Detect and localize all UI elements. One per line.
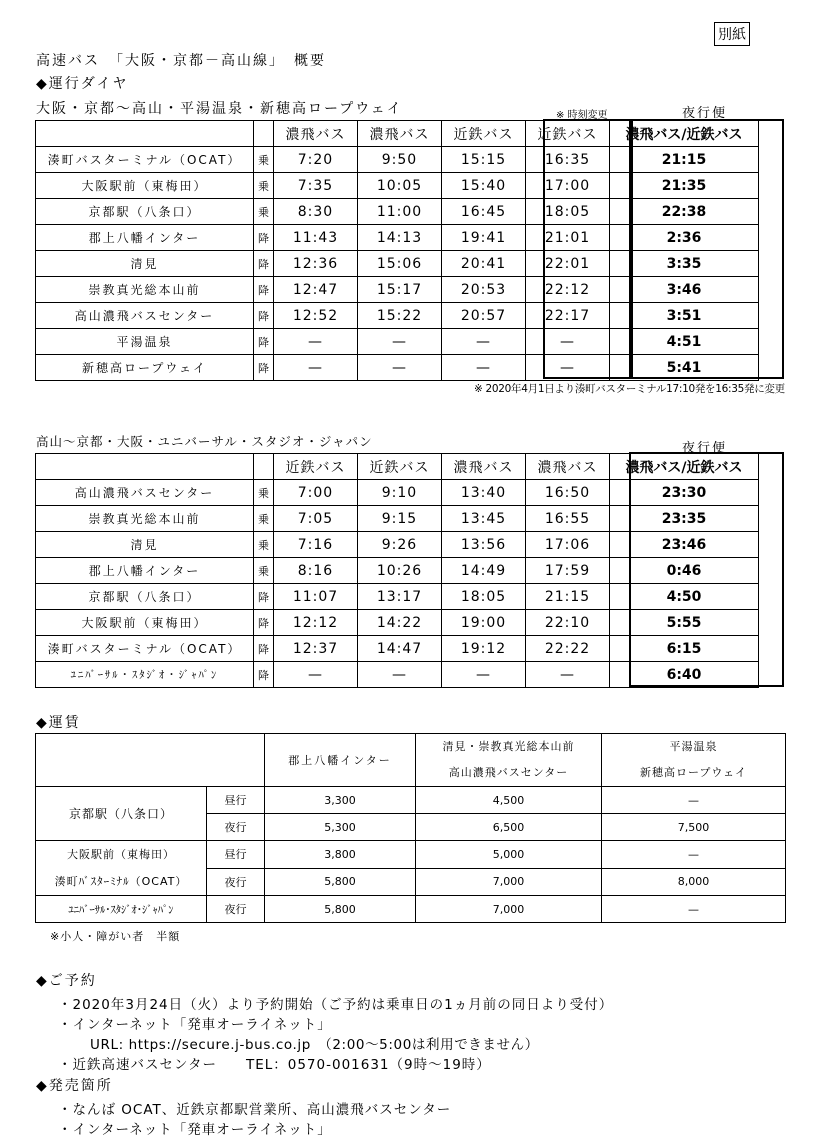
fare-usj-night-takayama: 7,000 bbox=[416, 896, 602, 923]
route2-header-operator: 濃飛バス bbox=[442, 454, 526, 480]
route1-timetable bbox=[35, 120, 759, 381]
route2-time-cell: 14:22 bbox=[358, 610, 442, 636]
route2-time-cell: 14:47 bbox=[358, 636, 442, 662]
table-row bbox=[36, 147, 759, 173]
route1-time-cell: 3:46 bbox=[610, 277, 759, 303]
route1-time-cell: 22:01 bbox=[526, 251, 610, 277]
route1-time-cell: 15:22 bbox=[358, 303, 442, 329]
fare-osaka-day-label: 昼行 bbox=[207, 841, 265, 869]
route2-ride-type: 降 bbox=[254, 584, 274, 610]
route1-header-operator: 近鉄バス bbox=[526, 121, 610, 147]
table-row bbox=[36, 251, 759, 277]
route2-time-cell: — bbox=[358, 662, 442, 688]
route1-header-blank-0 bbox=[36, 121, 254, 147]
route1-time-cell: 20:57 bbox=[442, 303, 526, 329]
route2-time-cell: 7:16 bbox=[274, 532, 358, 558]
route1-time-cell: 12:47 bbox=[274, 277, 358, 303]
fare-osaka-night-gujo: 5,800 bbox=[265, 868, 416, 896]
route2-time-cell: 6:40 bbox=[610, 662, 759, 688]
route1-stop-name: 平湯温泉 bbox=[36, 329, 254, 355]
route2-time-cell: 22:10 bbox=[526, 610, 610, 636]
route1-time-cell: 8:30 bbox=[274, 199, 358, 225]
table-row bbox=[36, 225, 759, 251]
route1-header-operator: 濃飛バス/近鉄バス bbox=[610, 121, 759, 147]
table-row bbox=[36, 199, 759, 225]
route1-time-cell: — bbox=[274, 355, 358, 381]
route2-ride-type: 乗 bbox=[254, 480, 274, 506]
fare-col-takayama-line1: 清見・崇教真光総本山前 bbox=[442, 740, 575, 753]
route2-time-cell: 17:06 bbox=[526, 532, 610, 558]
fare-kyoto-night-label: 夜行 bbox=[207, 814, 265, 841]
table-row bbox=[36, 584, 759, 610]
route1-time-cell: 12:36 bbox=[274, 251, 358, 277]
fare-osaka-day-gujo: 3,800 bbox=[265, 841, 416, 869]
route2-stop-name: 高山濃飛バスセンター bbox=[36, 480, 254, 506]
table-row bbox=[36, 610, 759, 636]
route1-ride-type: 乗 bbox=[254, 147, 274, 173]
route2-time-cell: 19:12 bbox=[442, 636, 526, 662]
route2-timetable bbox=[35, 453, 759, 688]
route2-stop-name: 崇教真光総本山前 bbox=[36, 506, 254, 532]
fare-kyoto-night-hirayu: 7,500 bbox=[602, 814, 786, 841]
route2-time-cell: 6:15 bbox=[610, 636, 759, 662]
route2-time-cell: 21:15 bbox=[526, 584, 610, 610]
route2-header-operator: 近鉄バス bbox=[358, 454, 442, 480]
route1-time-cell: 15:06 bbox=[358, 251, 442, 277]
route2-header-blank-0 bbox=[36, 454, 254, 480]
fare-usj-night-hirayu: — bbox=[602, 896, 786, 923]
route1-time-cell: 17:00 bbox=[526, 173, 610, 199]
route2-night-label: 夜行便 bbox=[682, 441, 728, 456]
fare-osaka-day-hirayu: — bbox=[602, 841, 786, 869]
fare-row-osaka-line1: 大阪駅前（東梅田） bbox=[67, 848, 175, 861]
route2-time-cell: 18:05 bbox=[442, 584, 526, 610]
fare-col-gujo: 郡上八幡インター bbox=[265, 734, 416, 787]
timetable-heading: ◆運行ダイヤ bbox=[36, 76, 129, 92]
route1-time-cell: — bbox=[358, 355, 442, 381]
route1-stop-name: 高山濃飛バスセンター bbox=[36, 303, 254, 329]
route2-time-cell: 5:55 bbox=[610, 610, 759, 636]
route1-time-cell: 12:52 bbox=[274, 303, 358, 329]
route2-time-cell: 13:56 bbox=[442, 532, 526, 558]
fare-osaka-night-label: 夜行 bbox=[207, 868, 265, 896]
route2-ride-type: 乗 bbox=[254, 532, 274, 558]
route2-stop-name: 大阪駅前（東梅田） bbox=[36, 610, 254, 636]
route2-time-cell: 12:37 bbox=[274, 636, 358, 662]
route1-ride-type: 降 bbox=[254, 251, 274, 277]
route1-time-cell: 9:50 bbox=[358, 147, 442, 173]
route2-ride-type: 降 bbox=[254, 636, 274, 662]
route1-stop-name: 崇教真光総本山前 bbox=[36, 277, 254, 303]
fare-col-hirayu-line1: 平湯温泉 bbox=[669, 740, 718, 753]
route1-header-operator: 濃飛バス bbox=[358, 121, 442, 147]
route1-time-cell: 14:13 bbox=[358, 225, 442, 251]
route2-time-cell: 23:35 bbox=[610, 506, 759, 532]
reserve-internet: ・インターネット「発車オーライネット」 bbox=[58, 1017, 332, 1033]
route1-time-cell: 10:05 bbox=[358, 173, 442, 199]
route2-time-cell: 23:46 bbox=[610, 532, 759, 558]
fare-osaka-night-takayama: 7,000 bbox=[416, 868, 602, 896]
table-row bbox=[36, 277, 759, 303]
route2-time-cell: 4:50 bbox=[610, 584, 759, 610]
fare-table bbox=[35, 733, 786, 923]
route1-ride-type: 降 bbox=[254, 225, 274, 251]
route2-time-cell: 13:17 bbox=[358, 584, 442, 610]
route1-time-cell: 15:15 bbox=[442, 147, 526, 173]
fare-kyoto-day-label: 昼行 bbox=[207, 787, 265, 814]
route1-time-cell: 16:45 bbox=[442, 199, 526, 225]
route2-time-cell: 16:55 bbox=[526, 506, 610, 532]
table-row bbox=[36, 558, 759, 584]
fare-usj-night-label: 夜行 bbox=[207, 896, 265, 923]
route2-stop-name: ﾕﾆﾊﾞｰｻﾙ・ｽﾀｼﾞｵ・ｼﾞｬﾊﾟﾝ bbox=[36, 662, 254, 688]
route2-stop-name: 京都駅（八条口） bbox=[36, 584, 254, 610]
route1-stop-name: 清見 bbox=[36, 251, 254, 277]
route2-time-cell: — bbox=[526, 662, 610, 688]
sales-heading: ◆発売箇所 bbox=[36, 1078, 113, 1094]
fare-kyoto-day-gujo: 3,300 bbox=[265, 787, 416, 814]
route2-header-operator: 濃飛バス/近鉄バス bbox=[610, 454, 759, 480]
sales-internet: ・インターネット「発車オーライネット」 bbox=[58, 1122, 332, 1138]
route2-time-cell: 22:22 bbox=[526, 636, 610, 662]
table-row bbox=[36, 532, 759, 558]
fare-kyoto-day-hirayu: — bbox=[602, 787, 786, 814]
route2-time-cell: 23:30 bbox=[610, 480, 759, 506]
route1-night-label: 夜行便 bbox=[682, 106, 728, 121]
route1-ride-type: 乗 bbox=[254, 173, 274, 199]
route1-time-cell: 4:51 bbox=[610, 329, 759, 355]
route2-time-cell: 0:46 bbox=[610, 558, 759, 584]
table-row bbox=[36, 636, 759, 662]
route1-time-cell: 22:38 bbox=[610, 199, 759, 225]
fare-corner-cell bbox=[36, 734, 265, 787]
route1-time-cell: — bbox=[442, 355, 526, 381]
route2-stop-name: 湊町バスターミナル（OCAT） bbox=[36, 636, 254, 662]
route2-time-cell: 13:40 bbox=[442, 480, 526, 506]
route2-time-cell: 9:26 bbox=[358, 532, 442, 558]
fare-osaka-night-hirayu: 8,000 bbox=[602, 868, 786, 896]
table-row bbox=[36, 662, 759, 688]
route1-ride-type: 降 bbox=[254, 355, 274, 381]
reserve-phone: ・近鉄高速バスセンター TEL：0570-001631（9時～19時） bbox=[58, 1057, 491, 1073]
route1-time-cell: 15:17 bbox=[358, 277, 442, 303]
fare-kyoto-night-takayama: 6,500 bbox=[416, 814, 602, 841]
fare-usj-night-gujo: 5,800 bbox=[265, 896, 416, 923]
route2-stop-name: 郡上八幡インター bbox=[36, 558, 254, 584]
route1-time-cell: 2:36 bbox=[610, 225, 759, 251]
route1-change-note: ※ 時刻変更 bbox=[556, 110, 608, 121]
route1-header-operator: 近鉄バス bbox=[442, 121, 526, 147]
route2-time-cell: 19:00 bbox=[442, 610, 526, 636]
route1-label: 大阪・京都～高山・平湯温泉・新穂高ロープウェイ bbox=[36, 101, 403, 117]
route1-time-cell: — bbox=[358, 329, 442, 355]
route1-ride-type: 降 bbox=[254, 303, 274, 329]
fare-row-kyoto: 京都駅（八条口） bbox=[36, 787, 207, 841]
route2-time-cell: 14:49 bbox=[442, 558, 526, 584]
route1-time-cell: 7:20 bbox=[274, 147, 358, 173]
route1-time-cell: 3:51 bbox=[610, 303, 759, 329]
route2-stop-name: 清見 bbox=[36, 532, 254, 558]
fare-col-takayama-line2: 高山濃飛バスセンター bbox=[448, 766, 569, 779]
route1-ride-type: 降 bbox=[254, 277, 274, 303]
route2-ride-type: 降 bbox=[254, 610, 274, 636]
route1-header-operator: 濃飛バス bbox=[274, 121, 358, 147]
fare-kyoto-day-takayama: 4,500 bbox=[416, 787, 602, 814]
route2-time-cell: 8:16 bbox=[274, 558, 358, 584]
route1-footnote: ※ 2020年4月1日より湊町バスターミナル17:10発を16:35発に変更 bbox=[474, 383, 785, 395]
fare-row-osaka bbox=[36, 841, 207, 896]
route1-time-cell: 16:35 bbox=[526, 147, 610, 173]
route2-time-cell: — bbox=[274, 662, 358, 688]
route1-time-cell: 11:43 bbox=[274, 225, 358, 251]
reserve-url: URL: https://secure.j-bus.co.jp （2:00～5:00は利用できません） bbox=[90, 1037, 539, 1053]
table-row bbox=[36, 506, 759, 532]
route1-time-cell: 21:15 bbox=[610, 147, 759, 173]
route2-time-cell: 7:05 bbox=[274, 506, 358, 532]
route2-time-cell: — bbox=[442, 662, 526, 688]
fare-col-hirayu bbox=[602, 734, 786, 787]
sales-counters: ・なんば OCAT、近鉄京都駅営業所、高山濃飛バスセンター bbox=[58, 1102, 452, 1118]
route1-time-cell: 18:05 bbox=[526, 199, 610, 225]
route2-time-cell: 7:00 bbox=[274, 480, 358, 506]
attachment-stamp: 別紙 bbox=[714, 22, 750, 46]
table-row bbox=[36, 329, 759, 355]
fare-row-osaka-line2: 湊町ﾊﾞｽﾀｰﾐﾅﾙ（OCAT） bbox=[54, 875, 188, 888]
route1-time-cell: — bbox=[526, 329, 610, 355]
route1-stop-name: 京都駅（八条口） bbox=[36, 199, 254, 225]
route1-time-cell: — bbox=[442, 329, 526, 355]
fare-col-takayama bbox=[416, 734, 602, 787]
fare-heading: ◆運賃 bbox=[36, 715, 81, 731]
route1-header-blank-1 bbox=[254, 121, 274, 147]
table-row bbox=[36, 173, 759, 199]
route1-stop-name: 湊町バスターミナル（OCAT） bbox=[36, 147, 254, 173]
table-row bbox=[36, 480, 759, 506]
route1-stop-name: 大阪駅前（東梅田） bbox=[36, 173, 254, 199]
route1-time-cell: 21:35 bbox=[610, 173, 759, 199]
fare-osaka-day-takayama: 5,000 bbox=[416, 841, 602, 869]
route1-time-cell: 3:35 bbox=[610, 251, 759, 277]
reserve-start: ・2020年3月24日（火）より予約開始（ご予約は乗車日の1ヵ月前の同日より受付） bbox=[58, 997, 614, 1013]
route1-time-cell: 7:35 bbox=[274, 173, 358, 199]
route2-label: 高山～京都・大阪・ユニバーサル・スタジオ・ジャパン bbox=[36, 434, 373, 449]
fare-note: ※小人・障がい者 半額 bbox=[50, 930, 181, 943]
route1-time-cell: 15:40 bbox=[442, 173, 526, 199]
route2-header-operator: 近鉄バス bbox=[274, 454, 358, 480]
route2-ride-type: 乗 bbox=[254, 506, 274, 532]
route2-time-cell: 16:50 bbox=[526, 480, 610, 506]
route2-time-cell: 10:26 bbox=[358, 558, 442, 584]
route1-ride-type: 降 bbox=[254, 329, 274, 355]
route1-ride-type: 乗 bbox=[254, 199, 274, 225]
route1-time-cell: — bbox=[274, 329, 358, 355]
route1-time-cell: 11:00 bbox=[358, 199, 442, 225]
page-title: 高速バス 「大阪・京都－高山線」 概要 bbox=[36, 53, 326, 69]
route1-time-cell: 20:53 bbox=[442, 277, 526, 303]
route1-time-cell: — bbox=[526, 355, 610, 381]
route2-time-cell: 17:59 bbox=[526, 558, 610, 584]
table-row bbox=[36, 355, 759, 381]
route1-time-cell: 21:01 bbox=[526, 225, 610, 251]
route2-time-cell: 11:07 bbox=[274, 584, 358, 610]
route1-time-cell: 22:12 bbox=[526, 277, 610, 303]
route1-time-cell: 22:17 bbox=[526, 303, 610, 329]
route2-header-operator: 濃飛バス bbox=[526, 454, 610, 480]
fare-row-usj: ﾕﾆﾊﾞｰｻﾙ･ｽﾀｼﾞｵ･ｼﾞｬﾊﾟﾝ bbox=[36, 896, 207, 923]
route2-header-blank-1 bbox=[254, 454, 274, 480]
route1-stop-name: 新穂高ロープウェイ bbox=[36, 355, 254, 381]
fare-kyoto-night-gujo: 5,300 bbox=[265, 814, 416, 841]
route1-time-cell: 19:41 bbox=[442, 225, 526, 251]
route2-time-cell: 9:10 bbox=[358, 480, 442, 506]
route2-time-cell: 9:15 bbox=[358, 506, 442, 532]
route2-time-cell: 13:45 bbox=[442, 506, 526, 532]
route1-time-cell: 5:41 bbox=[610, 355, 759, 381]
table-row bbox=[36, 303, 759, 329]
route1-stop-name: 郡上八幡インター bbox=[36, 225, 254, 251]
reserve-heading: ◆ご予約 bbox=[36, 973, 97, 989]
route2-time-cell: 12:12 bbox=[274, 610, 358, 636]
route2-ride-type: 降 bbox=[254, 662, 274, 688]
route2-ride-type: 乗 bbox=[254, 558, 274, 584]
route1-time-cell: 20:41 bbox=[442, 251, 526, 277]
fare-col-hirayu-line2: 新穂高ロープウェイ bbox=[639, 766, 747, 779]
